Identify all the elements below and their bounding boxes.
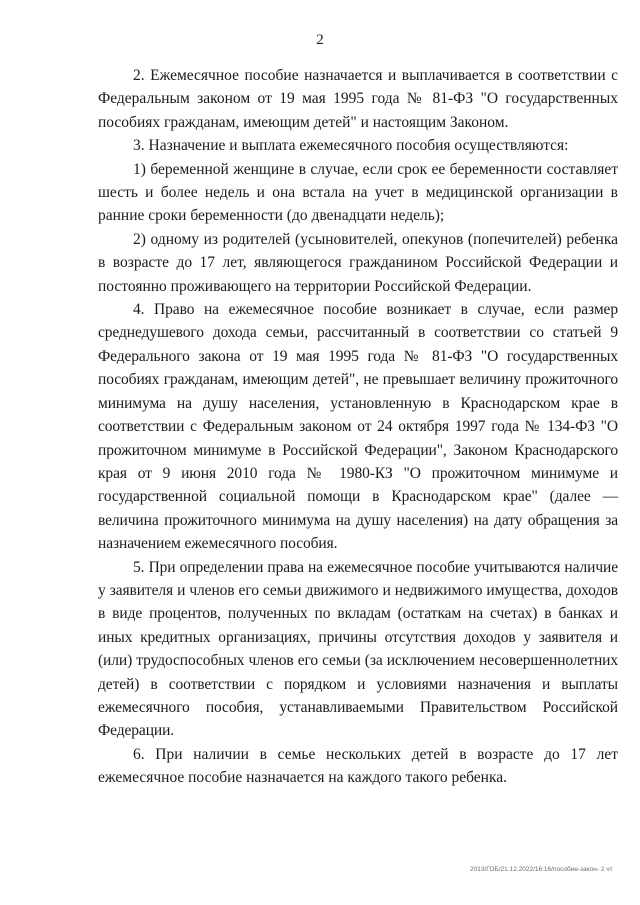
document-body — [98, 64, 618, 790]
clause-4: 4. Право на ежемесячное пособие возникает в случае, если размер среднедушевого дохода семьи, рассчитанный в соответствии со статьей 9 Федерального закона от 19 мая 1995 года № 81-ФЗ "О государственных пособиях гражданам, имеющим детей", не превышает величину прожиточного минимума на душу населения, установленную в Краснодарском крае в соответствии с Федеральным законом от 24 октября 1997 года № 134-ФЗ "О прожиточном минимуме в Российской Федерации", Законом Краснодарского края от 9 июня 2010 года № 1980-КЗ "О прожиточном минимуме и государственной социальной помощи в Краснодарском крае" (далее — величина прожиточного минимума на душу населения) на дату обращения за назначением ежемесячного пособия. — [98, 301, 618, 553]
clause-3-item-1: 1) беременной женщине в случае, если срок ее беременности составляет шесть и более недель и она встала на учет в медицинской организации в ранние сроки беременности (до двенадцати недель); — [98, 160, 618, 225]
clause-3: 3. Назначение и выплата ежемесячного пособия осуществляются: — [133, 137, 569, 155]
clause-5: 5. При определении права на ежемесячное пособие учитываются наличие у заявителя и членов его семьи движимого и недвижимого имущества, доходов в виде процентов, полученных по вкладам (остаткам на счетах) в банках и иных кредитных организациях, причины отсутствия доходов у заявителя и (или) трудоспособных членов его семьи (за исключением несовершеннолетних детей) в соответствии с порядком и условиями назначения и выплаты ежемесячного пособия, устанавливаемыми Правительством Российской Федерации. — [98, 558, 618, 740]
clause-6: 6. При наличии в семье нескольких детей в возрасте до 17 лет ежемесячное пособие назначается на каждого такого ребенка. — [98, 745, 618, 787]
footer-reference: 2013/ГОБ/21.12.2022/16:16/пособие-закон- 2 чт — [470, 866, 613, 873]
clause-2: 2. Ежемесячное пособие назначается и выплачивается в соответствии с Федеральным законом от 19 мая 1995 года № 81-ФЗ "О государственных пособиях гражданам, имеющим детей" и настоящим Законом. — [98, 67, 618, 131]
page-number: 2 — [316, 32, 324, 48]
clause-3-item-2: 2) одному из родителей (усыновителей, опекунов (попечителей) ребенка в возрасте до 17 лет, являющегося гражданином Российской Федерации и постоянно проживающего на территории Российской Федерации. — [98, 230, 618, 295]
